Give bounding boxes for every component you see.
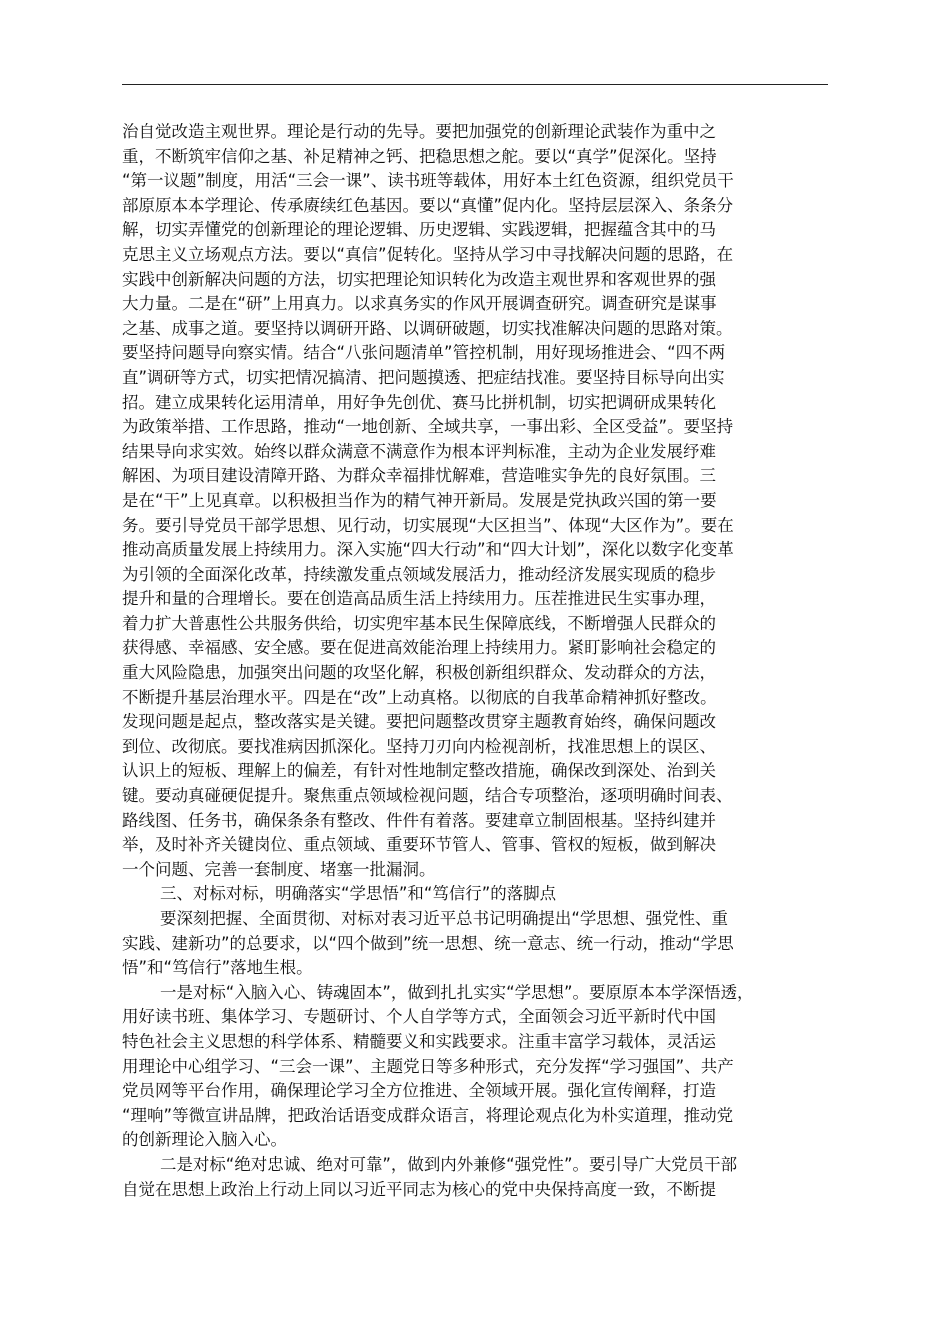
text-line: 自觉在思想上政治上行动上同以习近平同志为核心的党中央保持高度一致，不断提 — [122, 1179, 716, 1199]
text-line: “第一议题”制度，用活“三会一课”、读书班等载体，用好本土红色资源，组织党员干 — [122, 171, 734, 191]
text-line: 路线图、任务书，确保条条有整改、件件有着落。要建章立制固根基。坚持纠建并 — [122, 810, 716, 830]
text-line: 直”调研等方式，切实把情况搞清、把问题摸透、把症结找准。要坚持目标导向出实 — [122, 367, 725, 387]
text-line: 重，不断筑牢信仰之基、补足精神之钙、把稳思想之舵。要以“真学”促深化。坚持 — [122, 146, 717, 166]
text-line: 是在“干”上见真章。以积极担当作为的精气神开新局。发展是党执政兴国的第一要 — [122, 490, 717, 510]
text-line: 结果导向求实效。始终以群众满意不满意作为根本评判标准，主动为企业发展纾难 — [122, 441, 716, 461]
text-line: 提升和量的合理增长。要在创造高品质生活上持续用力。压茬推进民生实事办理， — [122, 589, 716, 609]
text-line: 举，及时补齐关键岗位、重点领域、重要环节管人、管事、管权的短板，做到解决 — [122, 835, 716, 855]
text-line: 一是对标“入脑入心、铸魂固本”，做到扎扎实实“学思想”。要原原本本学深悟透， — [160, 982, 754, 1002]
text-line: 重大风险隐患，加强突出问题的攻坚化解，积极创新组织群众、发动群众的方法， — [122, 663, 716, 683]
text-line: 要深刻把握、全面贯彻、对标对表习近平总书记明确提出“学思想、强党性、重 — [160, 909, 728, 928]
text-line: 解困、为项目建设清障开路、为群众幸福排忧解难，营造唯实争先的良好氛围。三 — [122, 466, 716, 486]
text-line: 治自觉改造主观世界。理论是行动的先导。要把加强党的创新理论武装作为重中之 — [122, 122, 716, 141]
text-line: 悟”和“笃信行”落地生根。 — [122, 958, 313, 978]
text-line: 发现问题是起点，整改落实是关键。要把问题整改贯穿主题教育始终，确保问题改 — [122, 712, 716, 732]
text-line: 实践、建新功”的总要求，以“四个做到”统一思想、统一意志、统一行动，推动“学思 — [122, 933, 734, 953]
text-line: 解，切实弄懂党的创新理论的理论逻辑、历史逻辑、实践逻辑，把握蕴含其中的马 — [122, 220, 716, 240]
text-line: 推动高质量发展上持续用力。深入实施“四大行动”和“四大计划”，深化以数字化变革 — [122, 540, 734, 560]
text-line: 认识上的短板、理解上的偏差，有针对性地制定整改措施，确保改到深处、治到关 — [122, 761, 716, 781]
text-line: 不断提升基层治理水平。四是在“改”上动真格。以彻底的自我革命精神抓好整改。 — [122, 687, 717, 707]
text-line: 为引领的全面深化改革，持续激发重点领域发展活力，推动经济发展实现质的稳步 — [122, 564, 716, 584]
text-line: 部原原本本学理论、传承赓续红色基因。要以“真懂”促内化。坚持层层深入、条条分 — [122, 195, 734, 215]
text-line: 三、对标对标，明确落实“学思悟”和“笃信行”的落脚点 — [160, 884, 557, 904]
text-line: 大力量。二是在“研”上用真力。以求真务实的作风开展调查研究。调查研究是谋事 — [122, 294, 717, 314]
text-line: 要坚持问题导向察实情。结合“八张问题清单”管控机制，用好现场推进会、“四不两 — [122, 343, 726, 363]
text-line: 招。建立成果转化运用清单，用好争先创优、赛马比拼机制，切实把调研成果转化 — [122, 392, 716, 412]
header-rule — [122, 84, 828, 85]
text-line: 务。要引导党员干部学思想、见行动，切实展现“大区担当”、体现“大区作为”。要在 — [122, 515, 734, 535]
text-line: “理响”等微宣讲品牌，把政治话语变成群众语言，将理论观点化为朴实道理，推动党 — [122, 1105, 734, 1125]
text-line: 键。要动真碰硬促提升。聚焦重点领域检视问题，结合专项整治，逐项明确时间表、 — [122, 786, 733, 806]
text-line: 特色社会主义思想的科学体系、精髓要义和实践要求。注重丰富学习载体，灵活运 — [122, 1031, 716, 1051]
text-line: 到位、改彻底。要找准病因抓深化。坚持刀刃向内检视剖析，找准思想上的误区、 — [122, 736, 716, 756]
text-line: 用理论中心组学习、“三会一课”、主题党日等多种形式，充分发挥“学习强国”、共产 — [122, 1056, 734, 1076]
text-line: 之基、成事之道。要坚持以调研开路、以调研破题，切实找准解决问题的思路对策。 — [122, 318, 733, 338]
text-line: 为政策举措、工作思路，推动“一地创新、全域共享，一事出彩、全区受益”。要坚持 — [122, 417, 734, 437]
text-line: 一个问题、完善一套制度、堵塞一批漏洞。 — [122, 859, 436, 879]
body-text — [122, 120, 862, 1202]
text-line: 用好读书班、集体学习、专题研讨、个人自学等方式，全面领会习近平新时代中国 — [122, 1007, 716, 1027]
text-line: 实践中创新解决问题的方法，切实把理论知识转化为改造主观世界和客观世界的强 — [122, 269, 716, 289]
text-line: 着力扩大普惠性公共服务供给，切实兜牢基本民生保障底线，不断增强人民群众的 — [122, 613, 716, 633]
text-line: 的创新理论入脑入心。 — [122, 1130, 287, 1150]
text-line: 克思主义立场观点方法。要以“真信”促转化。坚持从学习中寻找解决问题的思路，在 — [122, 244, 734, 264]
text-line: 党员网等平台作用，确保理论学习全方位推进、全领域开展。强化宣传阐释，打造 — [122, 1081, 716, 1101]
text-line: 二是对标“绝对忠诚、绝对可靠”，做到内外兼修“强党性”。要引导广大党员干部 — [160, 1154, 738, 1174]
text-line: 获得感、幸福感、安全感。要在促进高效能治理上持续用力。紧盯影响社会稳定的 — [122, 638, 716, 658]
